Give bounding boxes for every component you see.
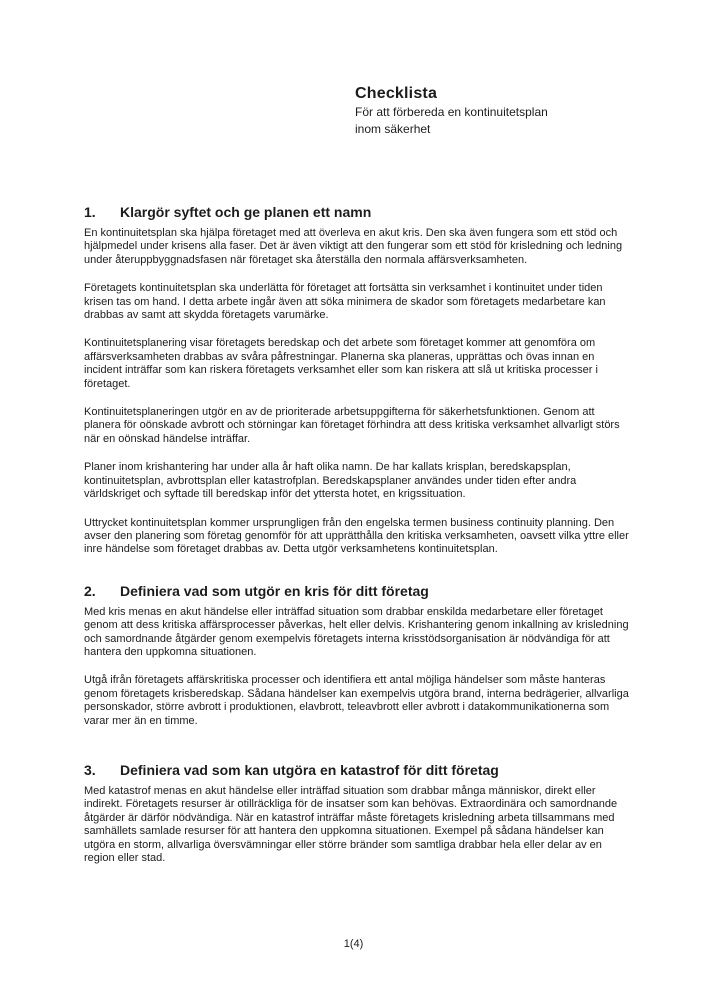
paragraph: Kontinuitetsplaneringen utgör en av de prioriterade arbetsuppgifterna för säkerhetsfunktionen. Genom att planera för oönskade avbrott och störningar kan företaget förhindra att dess kritiska verksamhet allvarligt störs när en oönskad händelse inträffar. — [84, 406, 620, 445]
paragraph: Utgå ifrån företagets affärskritiska processer och identifiera ett antal möjliga händelser som måste hanteras genom företagets krisberedskap. Sådana händelser kan exempelvis utgöra brand, interna bedrägerier, allvarliga personskador, större avbrott i produktionen, elavbrott, teleavbrott eller avbrott i datakommunikationerna som varar mer än en timme. — [84, 674, 629, 727]
paragraph: Planer inom krishantering har under alla år haft olika namn. De har kallats krisplan, beredskapsplan, kontinuitetsplan, avbrottsplan eller katastrofplan. Beredskapsplaner användes under tiden efter andra världskriget och syftade till beredskap inför det yttersta hotet, en krigssituation. — [84, 461, 577, 501]
page-footer — [0, 938, 707, 951]
section-1 — [84, 204, 633, 557]
paragraph: En kontinuitetsplan ska hjälpa företaget med att överleva en akut kris. Den ska även fungera som ett stöd och hjälpmedel under krisens alla faser. Det är även viktigt att den fungerar som ett stöd för krisledning och ledning under återuppbyggnadsfasen när företaget ska återställa den normala affärsverksamheten. — [84, 227, 623, 266]
section-1-title: Klargör syftet och ge planen ett namn — [120, 204, 372, 220]
subtitle-line-1: För att förbereda en kontinuitetsplan — [355, 105, 548, 119]
subtitle-line-2: inom säkerhet — [355, 122, 431, 136]
section-3-number: 3. — [84, 761, 96, 778]
section-3-title: Definiera vad som kan utgöra en katastrof för ditt företag — [120, 761, 499, 778]
paragraph: Uttrycket kontinuitetsplan kommer ursprungligen från den engelska termen business continuity planning. Den avser den planering som företag genomför för att upprätthålla den kritiska verksamheten, oavsett vilka yttre eller inre händelse som företaget drabbas av. Detta utgör verksamhetens kontinuitetsplan. — [84, 516, 629, 556]
paragraph: Kontinuitetsplanering visar företagets beredskap och det arbete som företaget kommer att genomföra om affärsverksamheten drabbas av svåra påfrestningar. Planerna ska planeras, upprättas och övas innan en incident inträffar som kan riskera företagets verksamhet eller som kan riskera att slå ut kritiska processer i företaget. — [84, 337, 598, 390]
section-3-heading — [84, 762, 633, 779]
document-title: Checklista — [355, 85, 438, 102]
paragraph: Med katastrof menas en akut händelse eller inträffad situation som drabbar många människor, direkt eller indirekt. Företagets resurser är otillräckliga för de insatser som kan behövas. Extraordinära och samordnande åtgärder är därför nödvändiga. När en katastrof inträffar måste företagets krisledning arbeta tillsammans med samhällets samlade resurser för att hantera den uppkomna situationen. Exempel på sådana händelser kan utgöra en storm, allvarliga översvämningar eller större bränder som samtliga drabbar hela eller delar av en region eller stad. — [84, 784, 618, 864]
document-subtitle — [355, 104, 655, 138]
section-1-heading — [84, 204, 633, 221]
section-2 — [84, 583, 633, 728]
paragraph: Med kris menas en akut händelse eller inträffad situation som drabbar enskilda medarbetare eller företaget genom att dess kritiska affärsprocesser påverkas, helt eller delvis. Krishantering genom inkallning av krisledning och samordnande åtgärder genom exempelvis företagets interna krisstödsorganisation är nödvändiga för att hantera den uppkomna situationen. — [84, 605, 629, 658]
section-2-number: 2. — [84, 582, 96, 599]
section-1-number: 1. — [84, 204, 96, 220]
title-block — [355, 84, 655, 138]
document-body — [84, 204, 633, 865]
section-3 — [84, 762, 633, 865]
section-2-heading — [84, 583, 633, 600]
page-number: 1(4) — [343, 938, 364, 950]
section-2-title: Definiera vad som utgör en kris för ditt företag — [120, 582, 429, 599]
paragraph: Företagets kontinuitetsplan ska underlätta för företaget att fortsätta sin verksamhet i kontinuitet under tiden krisen tas om hand. I detta arbete ingår även att söka minimera de skador som företagets medarbetare kan drabbas av samt att skydda företagets varumärke. — [84, 282, 606, 322]
